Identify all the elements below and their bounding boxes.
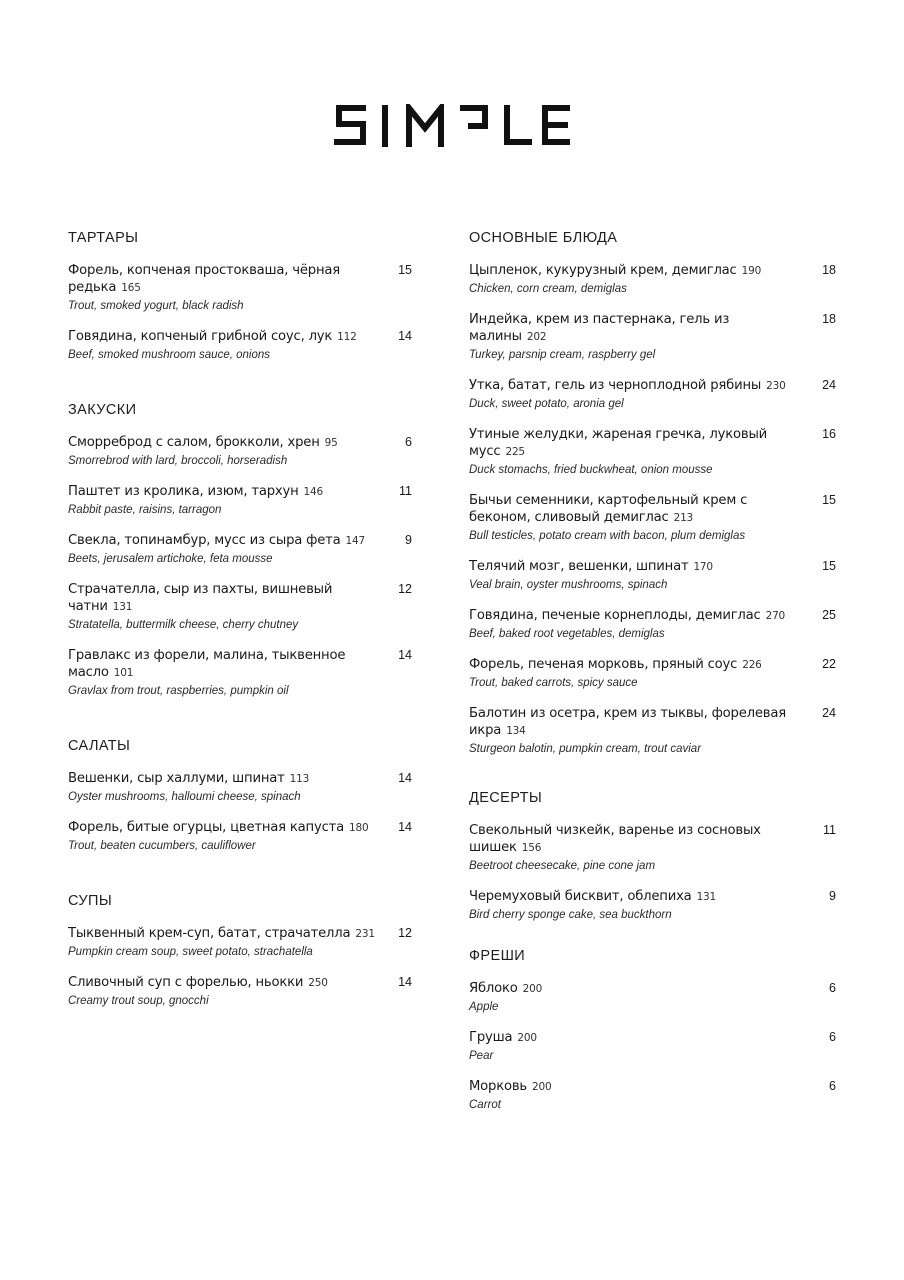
item-weight: 146 <box>303 486 323 498</box>
item-price: 6 <box>405 435 412 449</box>
item-name: Страчателла, сыр из пахты, вишневый чатни <box>68 582 333 614</box>
menu-section <box>469 946 836 1114</box>
menu-item <box>469 607 836 643</box>
item-name-line <box>469 705 802 740</box>
item-name-line <box>469 656 802 674</box>
item-name: Свекла, топинамбур, мусс из сыра фета <box>68 533 341 548</box>
item-name-line <box>68 974 378 992</box>
item-price: 18 <box>822 263 836 277</box>
item-name: Форель, печеная морковь, пряный соус <box>469 657 738 672</box>
section-title: САЛАТЫ <box>68 738 131 754</box>
item-name: Груша <box>469 1030 513 1045</box>
item-weight: 165 <box>121 282 141 294</box>
item-name: Сливочный суп с форелью, ньокки <box>68 975 304 990</box>
menu-item <box>68 581 412 634</box>
menu-item <box>68 647 412 700</box>
item-description-en: Rabbit paste, raisins, tarragon <box>68 504 222 516</box>
item-description-en: Gravlax from trout, raspberries, pumpkin oil <box>68 685 289 697</box>
section-title: ДЕСЕРТЫ <box>469 790 543 806</box>
item-price: 15 <box>398 263 412 277</box>
menu-item <box>68 483 412 519</box>
item-name-line <box>68 532 378 550</box>
item-price: 6 <box>829 1030 836 1044</box>
item-description-en: Bull testicles, potato cream with bacon, plum demiglas <box>469 530 746 542</box>
item-description-en: Apple <box>469 1001 499 1013</box>
item-weight: 101 <box>113 667 134 679</box>
item-name: Бычьи семенники, картофельный крем с беконом, сливовый демиглас <box>469 493 748 525</box>
item-name-line <box>469 822 802 857</box>
item-description-en: Beetroot cheesecake, pine cone jam <box>469 860 656 872</box>
item-name: Форель, битые огурцы, цветная капуста <box>68 820 344 835</box>
item-name-line <box>469 558 802 576</box>
item-name-line <box>68 483 378 501</box>
menu-item <box>68 819 412 855</box>
menu-item <box>469 1078 836 1114</box>
item-name: Вешенки, сыр халлуми, шпинат <box>68 771 285 786</box>
item-price: 11 <box>823 823 836 837</box>
item-name-line <box>469 492 802 527</box>
section-title: ТАРТАРЫ <box>68 230 139 246</box>
item-description-en: Beef, smoked mushroom sauce, onions <box>68 349 270 361</box>
item-name: Утка, батат, гель из черноплодной рябины <box>469 378 762 393</box>
item-name: Морковь <box>469 1079 527 1094</box>
item-name-line <box>469 377 802 395</box>
item-name: Гравлакс из форели, малина, тыквенное масло <box>68 648 346 680</box>
menu-section <box>68 400 412 700</box>
item-price: 14 <box>398 329 412 343</box>
item-name-line <box>469 888 802 906</box>
section-title: ОСНОВНЫЕ БЛЮДА <box>469 230 618 246</box>
item-price: 25 <box>822 608 836 622</box>
item-price: 6 <box>829 1079 836 1093</box>
item-price: 15 <box>822 559 836 573</box>
item-description-en: Bird cherry sponge cake, sea buckthorn <box>469 909 672 921</box>
item-description-en: Trout, baked carrots, spicy sauce <box>469 677 638 689</box>
item-weight: 213 <box>673 512 694 524</box>
menu-item <box>68 925 412 961</box>
item-name-line <box>469 1078 802 1096</box>
menu-item <box>68 974 412 1010</box>
menu-column-right <box>469 228 836 1127</box>
item-name-line <box>469 262 802 280</box>
item-weight: 250 <box>308 977 328 989</box>
item-name-line <box>68 819 378 837</box>
menu-item <box>469 1029 836 1065</box>
item-description-en: Beets, jerusalem artichoke, feta mousse <box>68 553 273 565</box>
item-weight: 270 <box>765 610 786 622</box>
item-name-line <box>469 311 802 346</box>
menu-item <box>469 980 836 1016</box>
item-weight: 113 <box>289 773 310 785</box>
item-name: Паштет из кролика, изюм, тархун <box>68 484 299 499</box>
menu-item <box>68 434 412 470</box>
item-price: 9 <box>405 533 412 547</box>
item-weight: 200 <box>532 1081 552 1093</box>
item-description-en: Trout, smoked yogurt, black radish <box>68 300 244 312</box>
item-weight: 95 <box>324 437 338 449</box>
item-description-en: Pumpkin cream soup, sweet potato, strachatella <box>68 946 313 958</box>
item-name-line <box>68 434 378 452</box>
item-price: 12 <box>398 926 412 940</box>
section-title: ЗАКУСКИ <box>68 402 137 418</box>
item-price: 11 <box>399 484 412 498</box>
item-name-line <box>469 1029 802 1047</box>
item-weight: 231 <box>355 928 375 940</box>
menu-item <box>469 262 836 298</box>
item-weight: 147 <box>345 535 365 547</box>
item-description-en: Veal brain, oyster mushrooms, spinach <box>469 579 668 591</box>
menu-section <box>68 736 412 855</box>
item-price: 14 <box>398 771 412 785</box>
menu-section <box>469 228 836 758</box>
item-weight: 156 <box>521 842 542 854</box>
item-name-line <box>469 607 802 625</box>
item-price: 16 <box>822 427 836 441</box>
item-price: 14 <box>398 648 412 662</box>
item-price: 12 <box>398 582 412 596</box>
menu-item <box>469 705 836 758</box>
item-name-line <box>68 328 378 346</box>
brand-logo <box>0 104 904 152</box>
item-description-en: Sturgeon balotin, pumpkin cream, trout caviar <box>469 743 702 755</box>
menu-item <box>469 656 836 692</box>
item-weight: 226 <box>742 659 762 671</box>
menu-item <box>469 377 836 413</box>
item-name: Утиные желудки, жареная гречка, луковый мусс <box>469 427 768 459</box>
item-name-line <box>68 770 378 788</box>
item-description-en: Creamy trout soup, gnocchi <box>68 995 209 1007</box>
item-weight: 170 <box>693 561 713 573</box>
item-weight: 202 <box>526 331 547 343</box>
menu-section <box>68 228 412 364</box>
item-name: Цыпленок, кукурузный крем, демиглас <box>469 263 737 278</box>
menu-item <box>469 311 836 364</box>
menu-section <box>68 891 412 1010</box>
menu-item <box>469 426 836 479</box>
item-description-en: Oyster mushrooms, halloumi cheese, spinach <box>68 791 301 803</box>
item-name: Яблоко <box>469 981 518 996</box>
item-name: Форель, копченая простокваша, чёрная редька <box>68 263 341 295</box>
item-name: Свекольный чизкейк, варенье из сосновых шишек <box>469 823 761 855</box>
simple-logo-icon <box>333 104 571 148</box>
item-name: Индейка, крем из пастернака, гель из малины <box>469 312 730 344</box>
section-title: СУПЫ <box>68 893 113 909</box>
item-price: 14 <box>398 820 412 834</box>
menu-item <box>469 492 836 545</box>
item-name: Сморреброд с салом, брокколи, хрен <box>68 435 320 450</box>
item-name: Черемуховый бисквит, облепиха <box>469 889 692 904</box>
item-name-line <box>68 647 378 682</box>
menu-section <box>469 788 836 924</box>
item-weight: 134 <box>506 725 526 737</box>
item-price: 24 <box>822 378 836 392</box>
item-description-en: Turkey, parsnip cream, raspberry gel <box>469 349 656 361</box>
item-price: 24 <box>822 706 836 720</box>
item-weight: 190 <box>741 265 762 277</box>
item-name: Телячий мозг, вешенки, шпинат <box>469 559 689 574</box>
menu-item <box>68 328 412 364</box>
item-price: 6 <box>829 981 836 995</box>
item-name-line <box>469 980 802 998</box>
item-description-en: Duck stomachs, fried buckwheat, onion mousse <box>469 464 713 476</box>
item-description-en: Chicken, corn cream, demiglas <box>469 283 627 295</box>
section-title: ФРЕШИ <box>469 948 526 964</box>
item-price: 9 <box>829 889 836 903</box>
item-description-en: Trout, beaten cucumbers, cauliflower <box>68 840 256 852</box>
item-name: Говядина, печеные корнеплоды, демиглас <box>469 608 761 623</box>
item-name-line <box>469 426 802 461</box>
item-name-line <box>68 925 378 943</box>
item-weight: 200 <box>517 1032 537 1044</box>
item-weight: 131 <box>112 601 133 613</box>
menu-item <box>68 262 412 315</box>
menu-item <box>469 888 836 924</box>
item-price: 15 <box>822 493 836 507</box>
item-price: 22 <box>822 657 836 671</box>
item-description-en: Beef, baked root vegetables, demiglas <box>469 628 665 640</box>
menu-item <box>469 558 836 594</box>
item-weight: 131 <box>696 891 717 903</box>
item-price: 18 <box>822 312 836 326</box>
item-name-line <box>68 262 378 297</box>
item-description-en: Duck, sweet potato, aronia gel <box>469 398 624 410</box>
item-weight: 180 <box>349 822 369 834</box>
item-price: 14 <box>398 975 412 989</box>
item-weight: 225 <box>505 446 525 458</box>
item-weight: 230 <box>766 380 786 392</box>
item-weight: 200 <box>522 983 543 995</box>
item-weight: 112 <box>337 331 357 343</box>
menu-column-left <box>68 228 412 1023</box>
item-description-en: Pear <box>469 1050 494 1062</box>
menu-item <box>68 532 412 568</box>
menu-item <box>469 822 836 875</box>
menu-item <box>68 770 412 806</box>
item-name: Говядина, копченый грибной соус, лук <box>68 329 333 344</box>
item-name: Тыквенный крем-суп, батат, страчателла <box>68 926 351 941</box>
item-name-line <box>68 581 378 616</box>
item-description-en: Stratatella, buttermilk cheese, cherry chutney <box>68 619 299 631</box>
item-name: Балотин из осетра, крем из тыквы, форелевая икра <box>469 706 786 738</box>
item-description-en: Smorrebrod with lard, broccoli, horseradish <box>68 455 288 467</box>
item-description-en: Carrot <box>469 1099 501 1111</box>
